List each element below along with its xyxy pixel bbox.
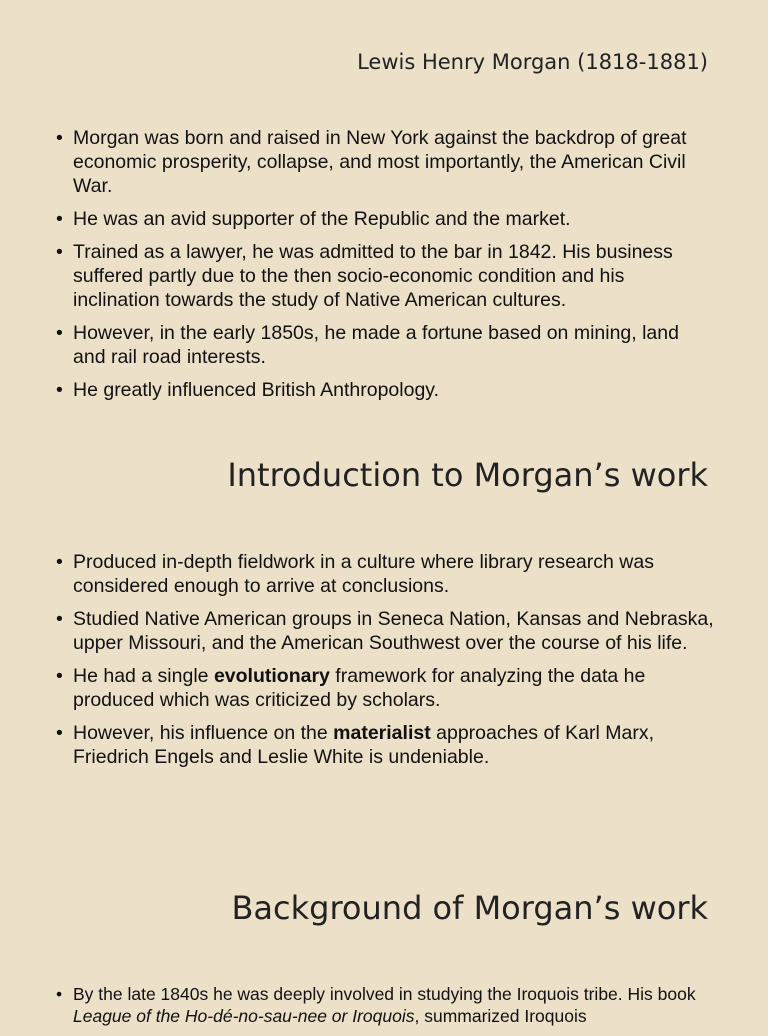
bullet-text: However, his influence on the [73,722,334,744]
bullet-item: • Studied Native American groups in Seneca Nation, Kansas and Nebraska, upper Missouri, and the American Southwest over the course of his life. [56,607,716,655]
bullet-item [56,983,716,1027]
bold-term-materialist: materialist [333,722,431,744]
bullet-item: • Morgan was born and raised in New York against the backdrop of great economic prosperity, collapse, and most importantly, the American Civil War. [56,126,716,198]
bullet-item: • He greatly influenced British Anthropology. [56,378,716,402]
bullet-item: • However, in the early 1850s, he made a fortune based on mining, land and rail road interests. [56,321,716,369]
bullet-text: By the late 1840s he was deeply involved in studying the Iroquois tribe. His book [73,984,696,1004]
bullet-list-biography [56,126,716,411]
bullet-list-background [56,983,716,1036]
bullet-item: • Produced in-depth fieldwork in a culture where library research was considered enough to arrive at conclusions. [56,550,716,598]
bullet-item [56,721,716,769]
bold-term-evolutionary: evolutionary [213,665,330,687]
book-title: League of the Ho-dé-no-sau-nee or Iroquois [73,1006,415,1026]
bullet-list-introduction [56,550,716,778]
bullet-text: approaches of Karl Marx, Friedrich Engels and Leslie White is undeniable. [73,722,654,768]
bullet-text: He had a single [73,665,214,687]
bullet-item [56,664,716,712]
section-title-introduction: Introduction to Morgan’s work [227,456,708,494]
section-title-lewis-henry-morgan: Lewis Henry Morgan (1818-1881) [357,50,708,74]
bullet-text: framework for analyzing the data he produced which was criticized by scholars. [73,665,646,711]
bullet-text: , summarized Iroquois [414,1006,587,1026]
section-title-background: Background of Morgan’s work [231,889,708,927]
bullet-item: • He was an avid supporter of the Republic and the market. [56,207,716,231]
bullet-item: • Trained as a lawyer, he was admitted to the bar in 1842. His business suffered partly due to the then socio-economic condition and his inclination towards the study of Native American cultures. [56,240,716,312]
